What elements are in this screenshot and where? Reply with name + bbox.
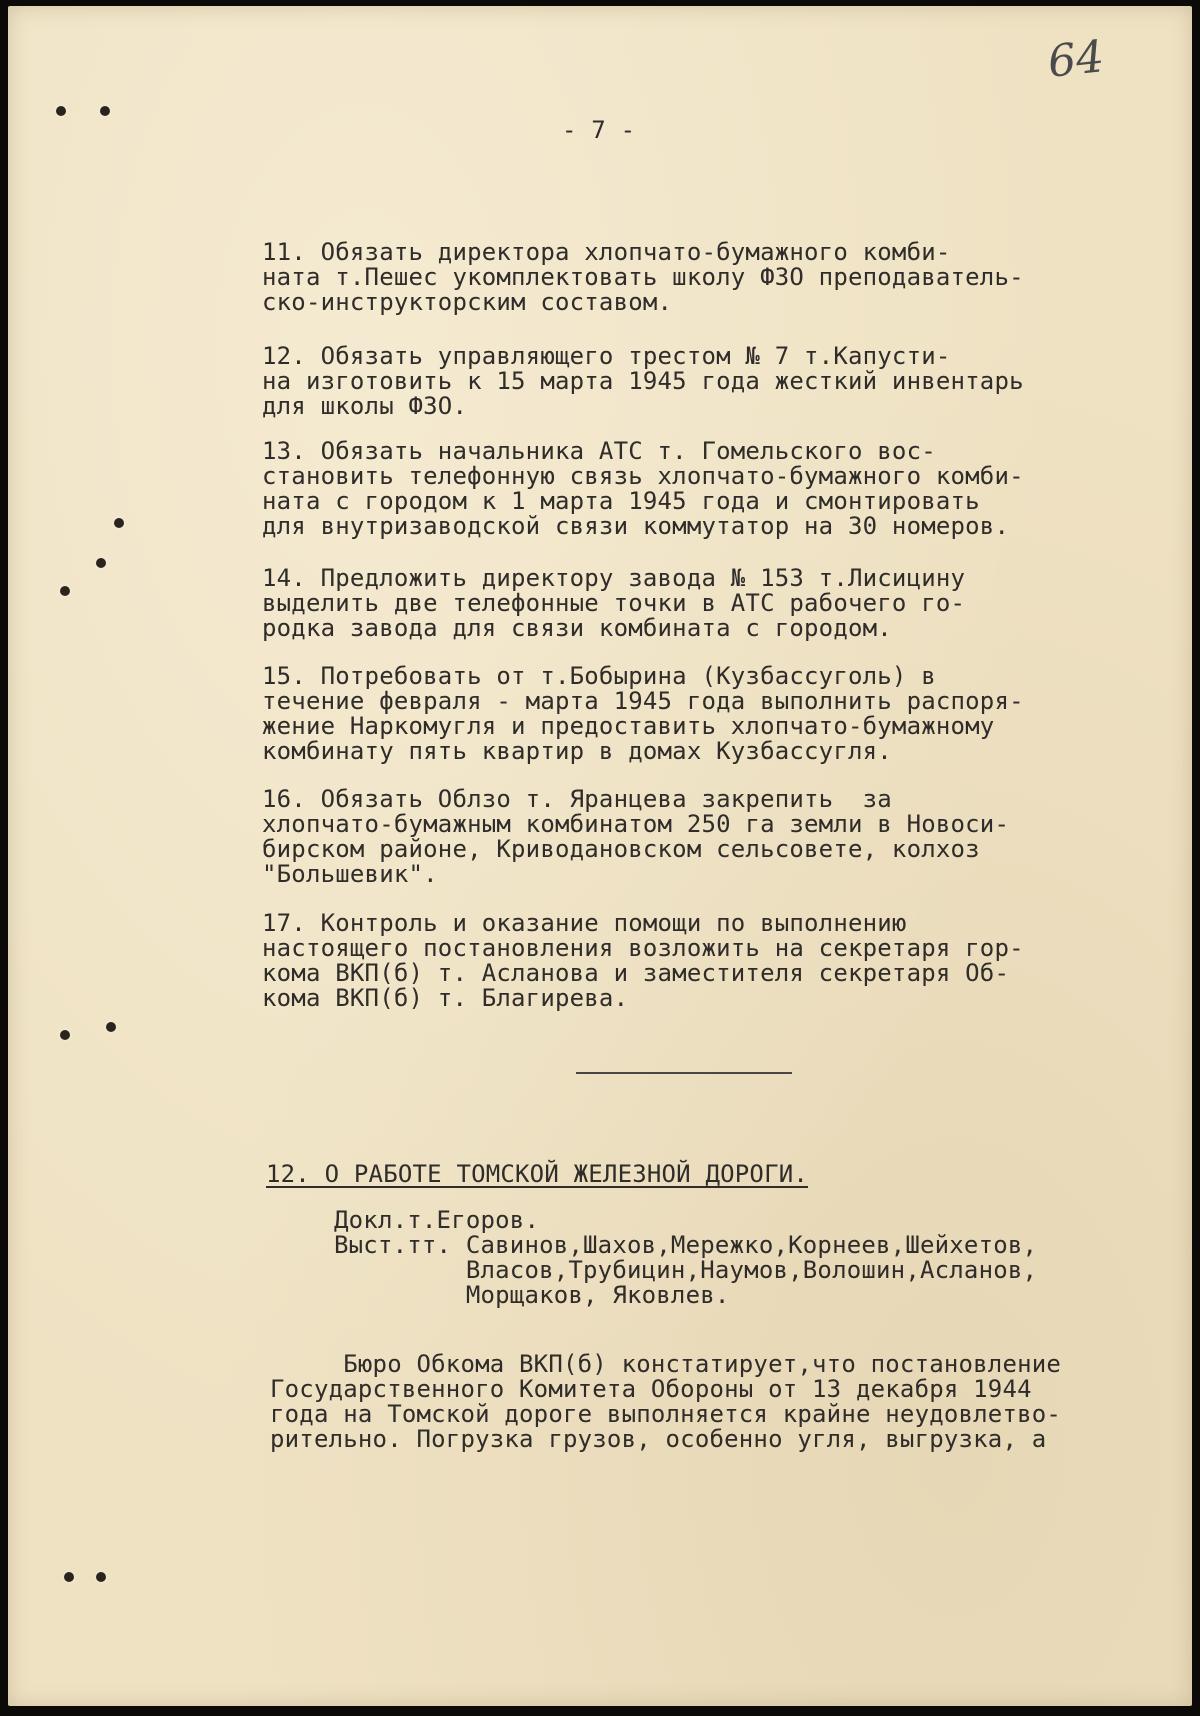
binding-hole [106, 1022, 116, 1032]
resolution-item-17 [262, 911, 1024, 1011]
item-line: жение Наркомугля и предоставить хлопчато-бумажному [262, 712, 995, 740]
item-line: 17. Контроль и оказание помощи по выполнению [262, 909, 907, 937]
speakers-line: Докл.т.Егоров. [334, 1206, 540, 1234]
item-line: 13. Обязать начальника АТС т. Гомельского вос- [262, 437, 936, 465]
resolution-item-14 [262, 566, 965, 641]
handwritten-folio-number: 64 [1045, 31, 1107, 88]
binding-hole [96, 1572, 106, 1582]
item-line: хлопчато-бумажным комбинатом 250 га земли в Новоси- [262, 810, 1010, 838]
decision-line: Бюро Обкома ВКП(б) констатирует,что постановление [270, 1350, 1062, 1378]
binding-hole [56, 106, 66, 116]
decision-line: года на Томской дороге выполняется крайне неудовлетво- [270, 1400, 1062, 1428]
item-line: 12. Обязать управляющего трестом № 7 т.Капусти- [262, 342, 951, 370]
item-line: 16. Обязать Облзо т. Яранцева закрепить за [262, 785, 892, 813]
resolution-item-13 [262, 439, 1024, 539]
decision-paragraph [270, 1352, 1061, 1452]
item-line: кома ВКП(б) т. Благирева. [262, 984, 629, 1012]
item-line: 14. Предложить директору завода № 153 т.Лисицину [262, 564, 966, 592]
binding-hole [60, 1030, 70, 1040]
item-line: настоящего постановления возложить на секретаря гор- [262, 934, 1024, 962]
item-line: бирском районе, Криводановском сельсовете, колхоз [262, 835, 980, 863]
document-page [8, 6, 1192, 1706]
item-line: ната т.Пешес укомплектовать школу ФЗО преподаватель- [262, 263, 1024, 291]
resolution-item-15 [262, 664, 1024, 764]
binding-hole [60, 586, 70, 596]
item-line: ната с городом к 1 марта 1945 года и смонтировать [262, 487, 980, 515]
section-heading: 12. О РАБОТЕ ТОМСКОЙ ЖЕЛЕЗНОЙ ДОРОГИ. [266, 1160, 809, 1188]
item-line: для школы ФЗО. [262, 392, 468, 420]
speakers-line: Выст.тт. Савинов,Шахов,Мережко,Корнеев,Шейхетов, [334, 1231, 1038, 1259]
item-line: для внутризаводской связи коммутатор на 30 номеров. [262, 512, 1010, 540]
binding-hole [100, 106, 110, 116]
speakers-block [334, 1208, 1037, 1308]
item-line: течение февраля - марта 1945 года выполнить распоря- [262, 687, 1024, 715]
item-line: 15. Потребовать от т.Бобырина (Кузбассуголь) в [262, 662, 936, 690]
section-divider [576, 1072, 792, 1074]
decision-line: Государственного Комитета Обороны от 13 декабря 1944 [270, 1375, 1032, 1403]
item-line: комбинату пять квартир в домах Кузбассугля. [262, 737, 892, 765]
item-line: 11. Обязать директора хлопчато-бумажного комби- [262, 238, 951, 266]
page-number: - 7 - [562, 116, 636, 144]
resolution-item-16 [262, 787, 1009, 887]
speakers-line: Власов,Трубицин,Наумов,Волошин,Асланов, [334, 1256, 1038, 1284]
item-line: на изготовить к 15 марта 1945 года жесткий инвентарь [262, 367, 1024, 395]
item-line: становить телефонную связь хлопчато-бумажного комби- [262, 462, 1024, 490]
resolution-item-12 [262, 344, 1024, 419]
item-line: выделить две телефонные точки в АТС рабочего го- [262, 589, 966, 617]
speakers-line: Морщаков, Яковлев. [334, 1281, 730, 1309]
decision-line: рительно. Погрузка грузов, особенно угля, выгрузка, а [270, 1425, 1047, 1453]
item-line: кома ВКП(б) т. Асланова и заместителя секретаря Об- [262, 959, 1010, 987]
binding-hole [64, 1572, 74, 1582]
item-line: ско-инструкторским составом. [262, 288, 673, 316]
binding-hole [114, 518, 124, 528]
item-line: "Большевик". [262, 860, 438, 888]
item-line: родка завода для связи комбината с городом. [262, 614, 892, 642]
binding-hole [96, 558, 106, 568]
resolution-item-11 [262, 240, 1024, 315]
